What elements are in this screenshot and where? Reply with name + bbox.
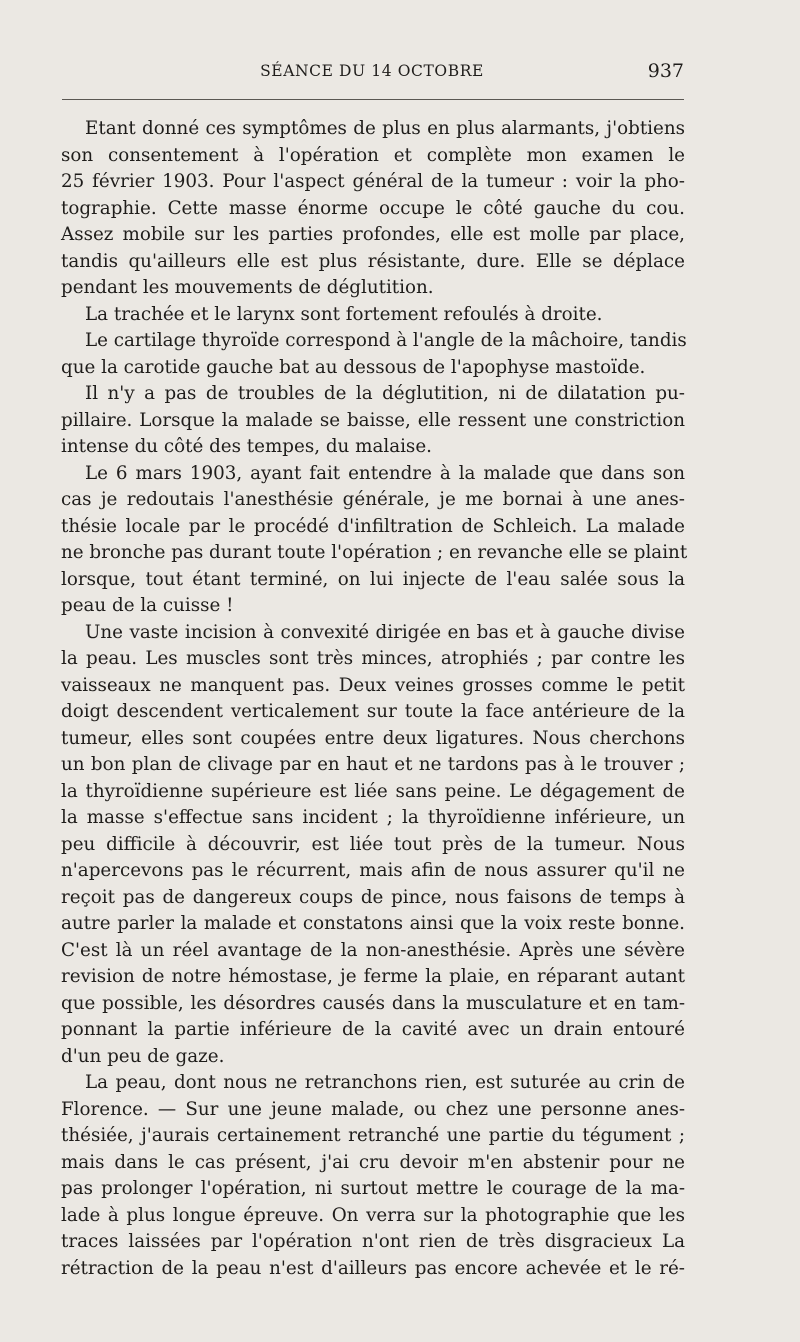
text-line: un bon plan de clivage par en haut et ne tardons pas à le trouver ; [61, 754, 685, 775]
text-line: traces laissées par l'opération n'ont rien de très disgracieux La [61, 1231, 685, 1252]
text-line: Etant donné ces symptômes de plus en plus alarmants, j'obtiens [85, 118, 685, 139]
text-line: lorsque, tout étant terminé, on lui injecte de l'eau salée sous la [61, 568, 685, 590]
text-line: Florence. — Sur une jeune malade, ou chez une personne anes- [61, 1098, 685, 1120]
text-line: Le 6 mars 1903, ayant fait entendre à la malade que dans son [85, 462, 685, 484]
text-line: pendant les mouvements de déglutition. [61, 277, 434, 298]
body-text [61, 116, 688, 1282]
text-line: peu difficile à découvrir, est liée tout près de la tumeur. Nous [61, 833, 685, 855]
text-line: C'est là un réel avantage de la non-anesthésie. Après une sévère [61, 939, 685, 961]
text-line: tographie. Cette masse énorme occupe le côté gauche du cou. [61, 197, 685, 219]
text-line: pas prolonger l'opération, ni surtout mettre le courage de la ma- [61, 1178, 685, 1199]
text-line: mais dans le cas présent, j'ai cru devoir m'en abstenir pour ne [61, 1151, 685, 1173]
text-line: autre parler la malade et constatons ainsi que la voix reste bonne. [61, 913, 685, 934]
text-line: Le cartilage thyroïde correspond à l'angle de la mâchoire, tandis [85, 330, 687, 351]
text-line: cas je redoutais l'anesthésie générale, je me bornai à une anes- [61, 489, 685, 510]
text-line: peau de la cuisse ! [61, 595, 234, 616]
text-line: vaisseaux ne manquent pas. Deux veines grosses comme le petit [61, 674, 685, 696]
text-line: rétraction de la peau n'est d'ailleurs pas encore achevée et le ré- [61, 1257, 685, 1279]
text-line: que possible, les désordres causés dans la musculature et en tam- [61, 992, 685, 1014]
text-line: doigt descendent verticalement sur toute la face antérieure de la [61, 701, 685, 722]
text-line: revision de notre hémostase, je ferme la plaie, en réparant autant [61, 966, 685, 987]
text-line: que la carotide gauche bat au dessous de l'apophyse mastoïde. [61, 356, 646, 378]
running-title: SÉANCE DU 14 OCTOBRE [260, 62, 484, 80]
text-line: thésiée, j'aurais certainement retranché une partie du tégument ; [61, 1125, 685, 1146]
text-line: Une vaste incision à convexité dirigée en bas et à gauche divise [85, 621, 685, 643]
page-number: 937 [647, 60, 684, 82]
text-line: la thyroïdienne supérieure est liée sans peine. Le dégagement de [61, 780, 685, 802]
text-line: intense du côté des tempes, du malaise. [61, 436, 432, 457]
text-line: Assez mobile sur les parties profondes, elle est molle par place, [61, 224, 685, 245]
text-line: d'un peu de gaze. [61, 1045, 225, 1067]
text-line: lade à plus longue épreuve. On verra sur la photographie que les [61, 1204, 685, 1226]
text-line: pillaire. Lorsque la malade se baisse, elle ressent une constriction [61, 409, 685, 431]
text-line: ponnant la partie inférieure de la cavité avec un drain entouré [61, 1019, 685, 1040]
text-line: tumeur, elles sont coupées entre deux ligatures. Nous cherchons [61, 727, 685, 749]
text-line: 25 février 1903. Pour l'aspect général de la tumeur : voir la pho- [61, 171, 685, 192]
text-line: la peau. Les muscles sont très minces, atrophiés ; par contre les [61, 648, 685, 669]
text-line: La trachée et le larynx sont fortement refoulés à droite. [85, 303, 603, 325]
text-line: tandis qu'ailleurs elle est plus résistante, dure. Elle se déplace [61, 250, 685, 272]
text-line: n'apercevons pas le récurrent, mais afin de nous assurer qu'il ne [61, 860, 685, 881]
text-line: ne bronche pas durant toute l'opération ; en revanche elle se plaint [61, 542, 688, 563]
text-line: La peau, dont nous ne retranchons rien, est suturée au crin de [85, 1072, 685, 1093]
text-line: reçoit pas de dangereux coups de pince, nous faisons de temps à [61, 886, 685, 908]
text-line: thésie locale par le procédé d'infiltration de Schleich. La malade [61, 515, 685, 537]
text-line: Il n'y a pas de troubles de la déglutition, ni de dilatation pu- [85, 383, 685, 404]
text-line: son consentement à l'opération et complète mon examen le [61, 144, 685, 166]
header-rule [62, 99, 684, 100]
page-header [60, 62, 684, 84]
text-line: la masse s'effectue sans incident ; la thyroïdienne inférieure, un [61, 807, 685, 828]
